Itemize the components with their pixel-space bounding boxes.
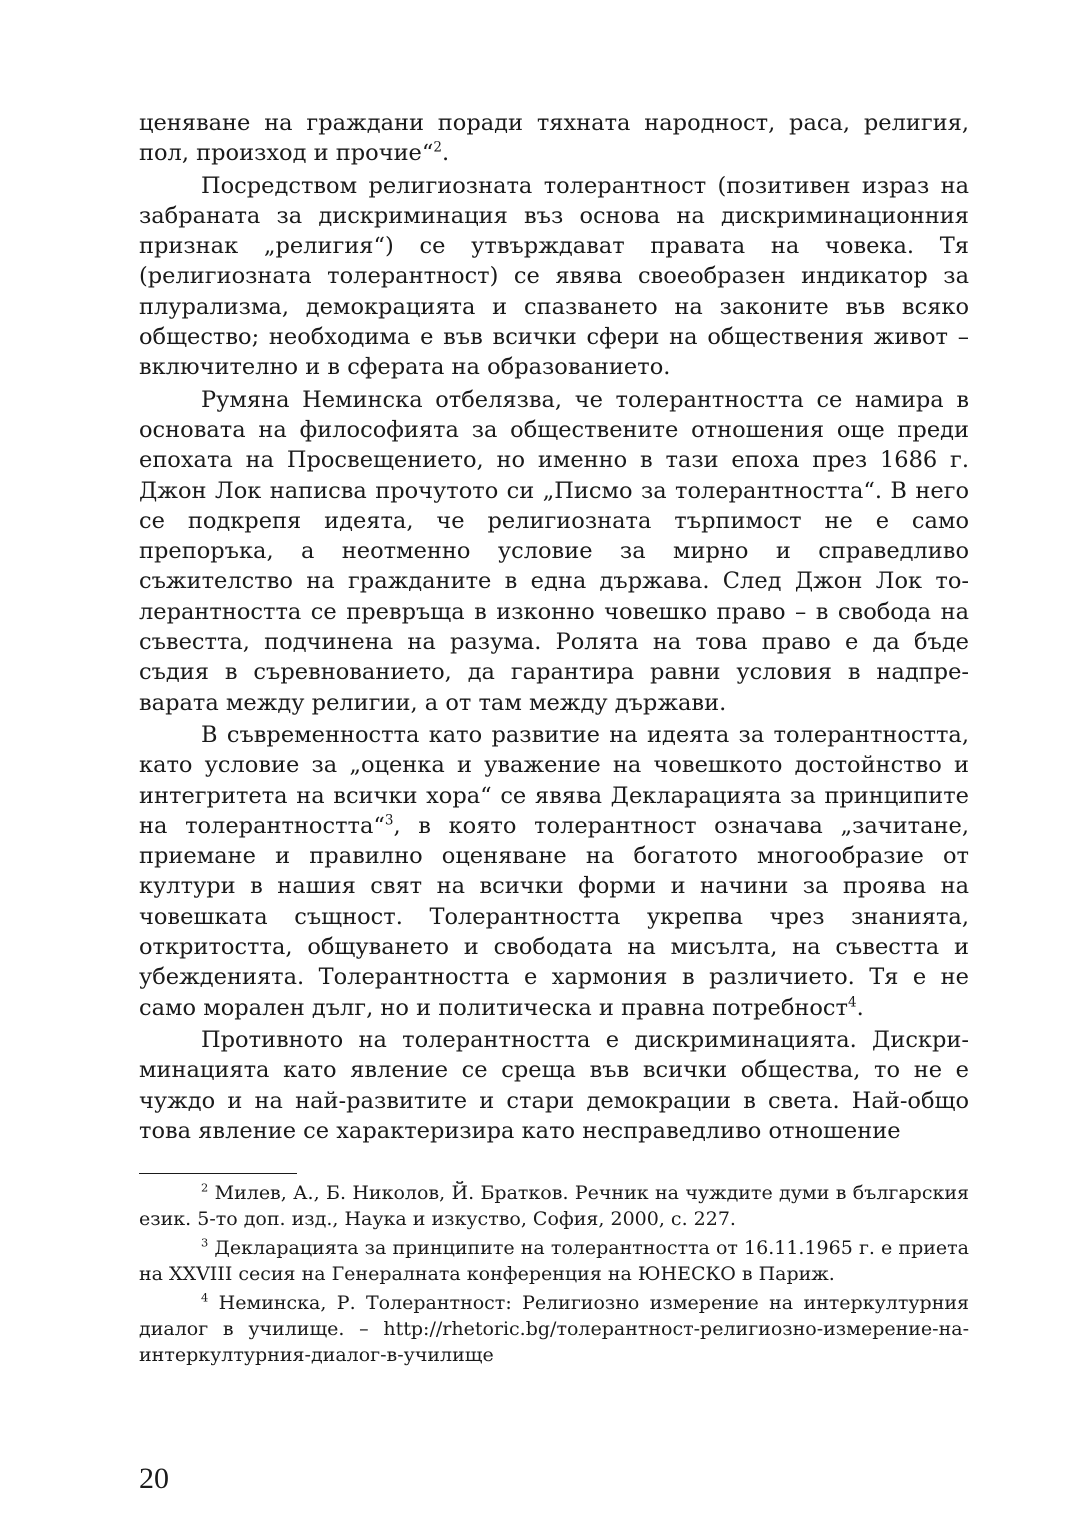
paragraph-3: Румяна Неминска отбелязва, че толерантността се намира в основата на философията за обществените отношения още преди епохата на Просвещението, но именно в тази епоха през 1686 г. Джон Лок написва прочутото си „Писмо за толерантността“. В него се подкрепя идеята, че религиозната търпимост не е само препоръка, а неотменно условие за мирно и справедливо съжителство на гражданите в една държава. След Джон Лок толерантността се превръща в изконно човешко право – в свобода на съвестта, подчинена на разума. Ролята на това право е да бъде съдия в съревнованието, да гарантира равни условия в надпреварата между религии, а от там между държави. (139, 386, 969, 716)
page-body (139, 108, 969, 1146)
page-number: 20 (139, 1462, 169, 1495)
footnote-3: $^3$ Декларацията за принципите на толерантността от 16.11.1965 г. е приета на XXVIII сесия на Генералната конференция на ЮНЕСКО в Париж. (139, 1235, 969, 1285)
paragraph-2: Посредством религиозната толерантност (позитивен израз на забраната за дискриминация въз основа на дискриминационния признак „религия“) се утвърждават правата на човека. Тя (религиозната толерантност) се явява своеобразен индикатор за плурализма, демокрацията и спазването на законите във всяко общество; необходима е във всички сфери на обществения живот – включително и в сферата на образованието. (139, 172, 969, 381)
footnote-number: 4 (201, 1290, 209, 1305)
footnote-2: $^2$ Милев, А., Б. Николов, Й. Братков. Речник на чуждите думи в българския език. 5-то доп. изд., Наука и изкуство, София, 2000, с. 227. (139, 1180, 969, 1230)
footnotes (139, 1180, 969, 1368)
body-text (139, 108, 969, 1146)
footnote-ref-4: 4 (847, 994, 857, 1011)
footnote-ref-2: 2 (433, 139, 442, 156)
paragraph-5: Противното на толерантността е дискриминацията. Дискриминацията като явление се среща във всички общества, то не е чуждо и на най-развитите и стари демокрации в света. Най-общо това явление се характеризира като несправедливо отношение (139, 1026, 969, 1144)
footnote-ref-3: 3 (384, 812, 394, 829)
footnote-number: 2 (201, 1180, 209, 1195)
paragraph-4: В съвременността като развитие на идеята за толерантността, като условие за „оценка и уважение на човешкото достойнство и интегритета на всички хора“ се явява Декларацията за принципите на толерантността“$^3$, в която толерантност означава „зачитане, приемане и правилно оценяване на богатото многообразие от култури в нашия свят на всички форми и начини за проява на човешката същност. Толерантността укрепва чрез знанията, откритостта, общуването и свободата на мисълта, на съвестта и убежденията. Толерантността е хармония в различието. Тя е не само морален дълг, но и политическа и правна потребност$^4$. (139, 721, 969, 1021)
paragraph-1: ценяване на граждани поради тяхната народност, раса, религия, пол, произход и прочие“$^2$. (139, 110, 969, 167)
footnote-link-text: Неминска, Р. Толерантност: Религиозно измерение на интеркултурния диалог в училище. – http://rhetoric.bg/толерантност-религиозно-измерение-на-интеркултурния-диалог-в-училище (139, 1292, 970, 1366)
footnote-divider (139, 1173, 297, 1174)
footnote-number: 3 (201, 1235, 209, 1250)
footnote-4 (139, 1290, 969, 1368)
